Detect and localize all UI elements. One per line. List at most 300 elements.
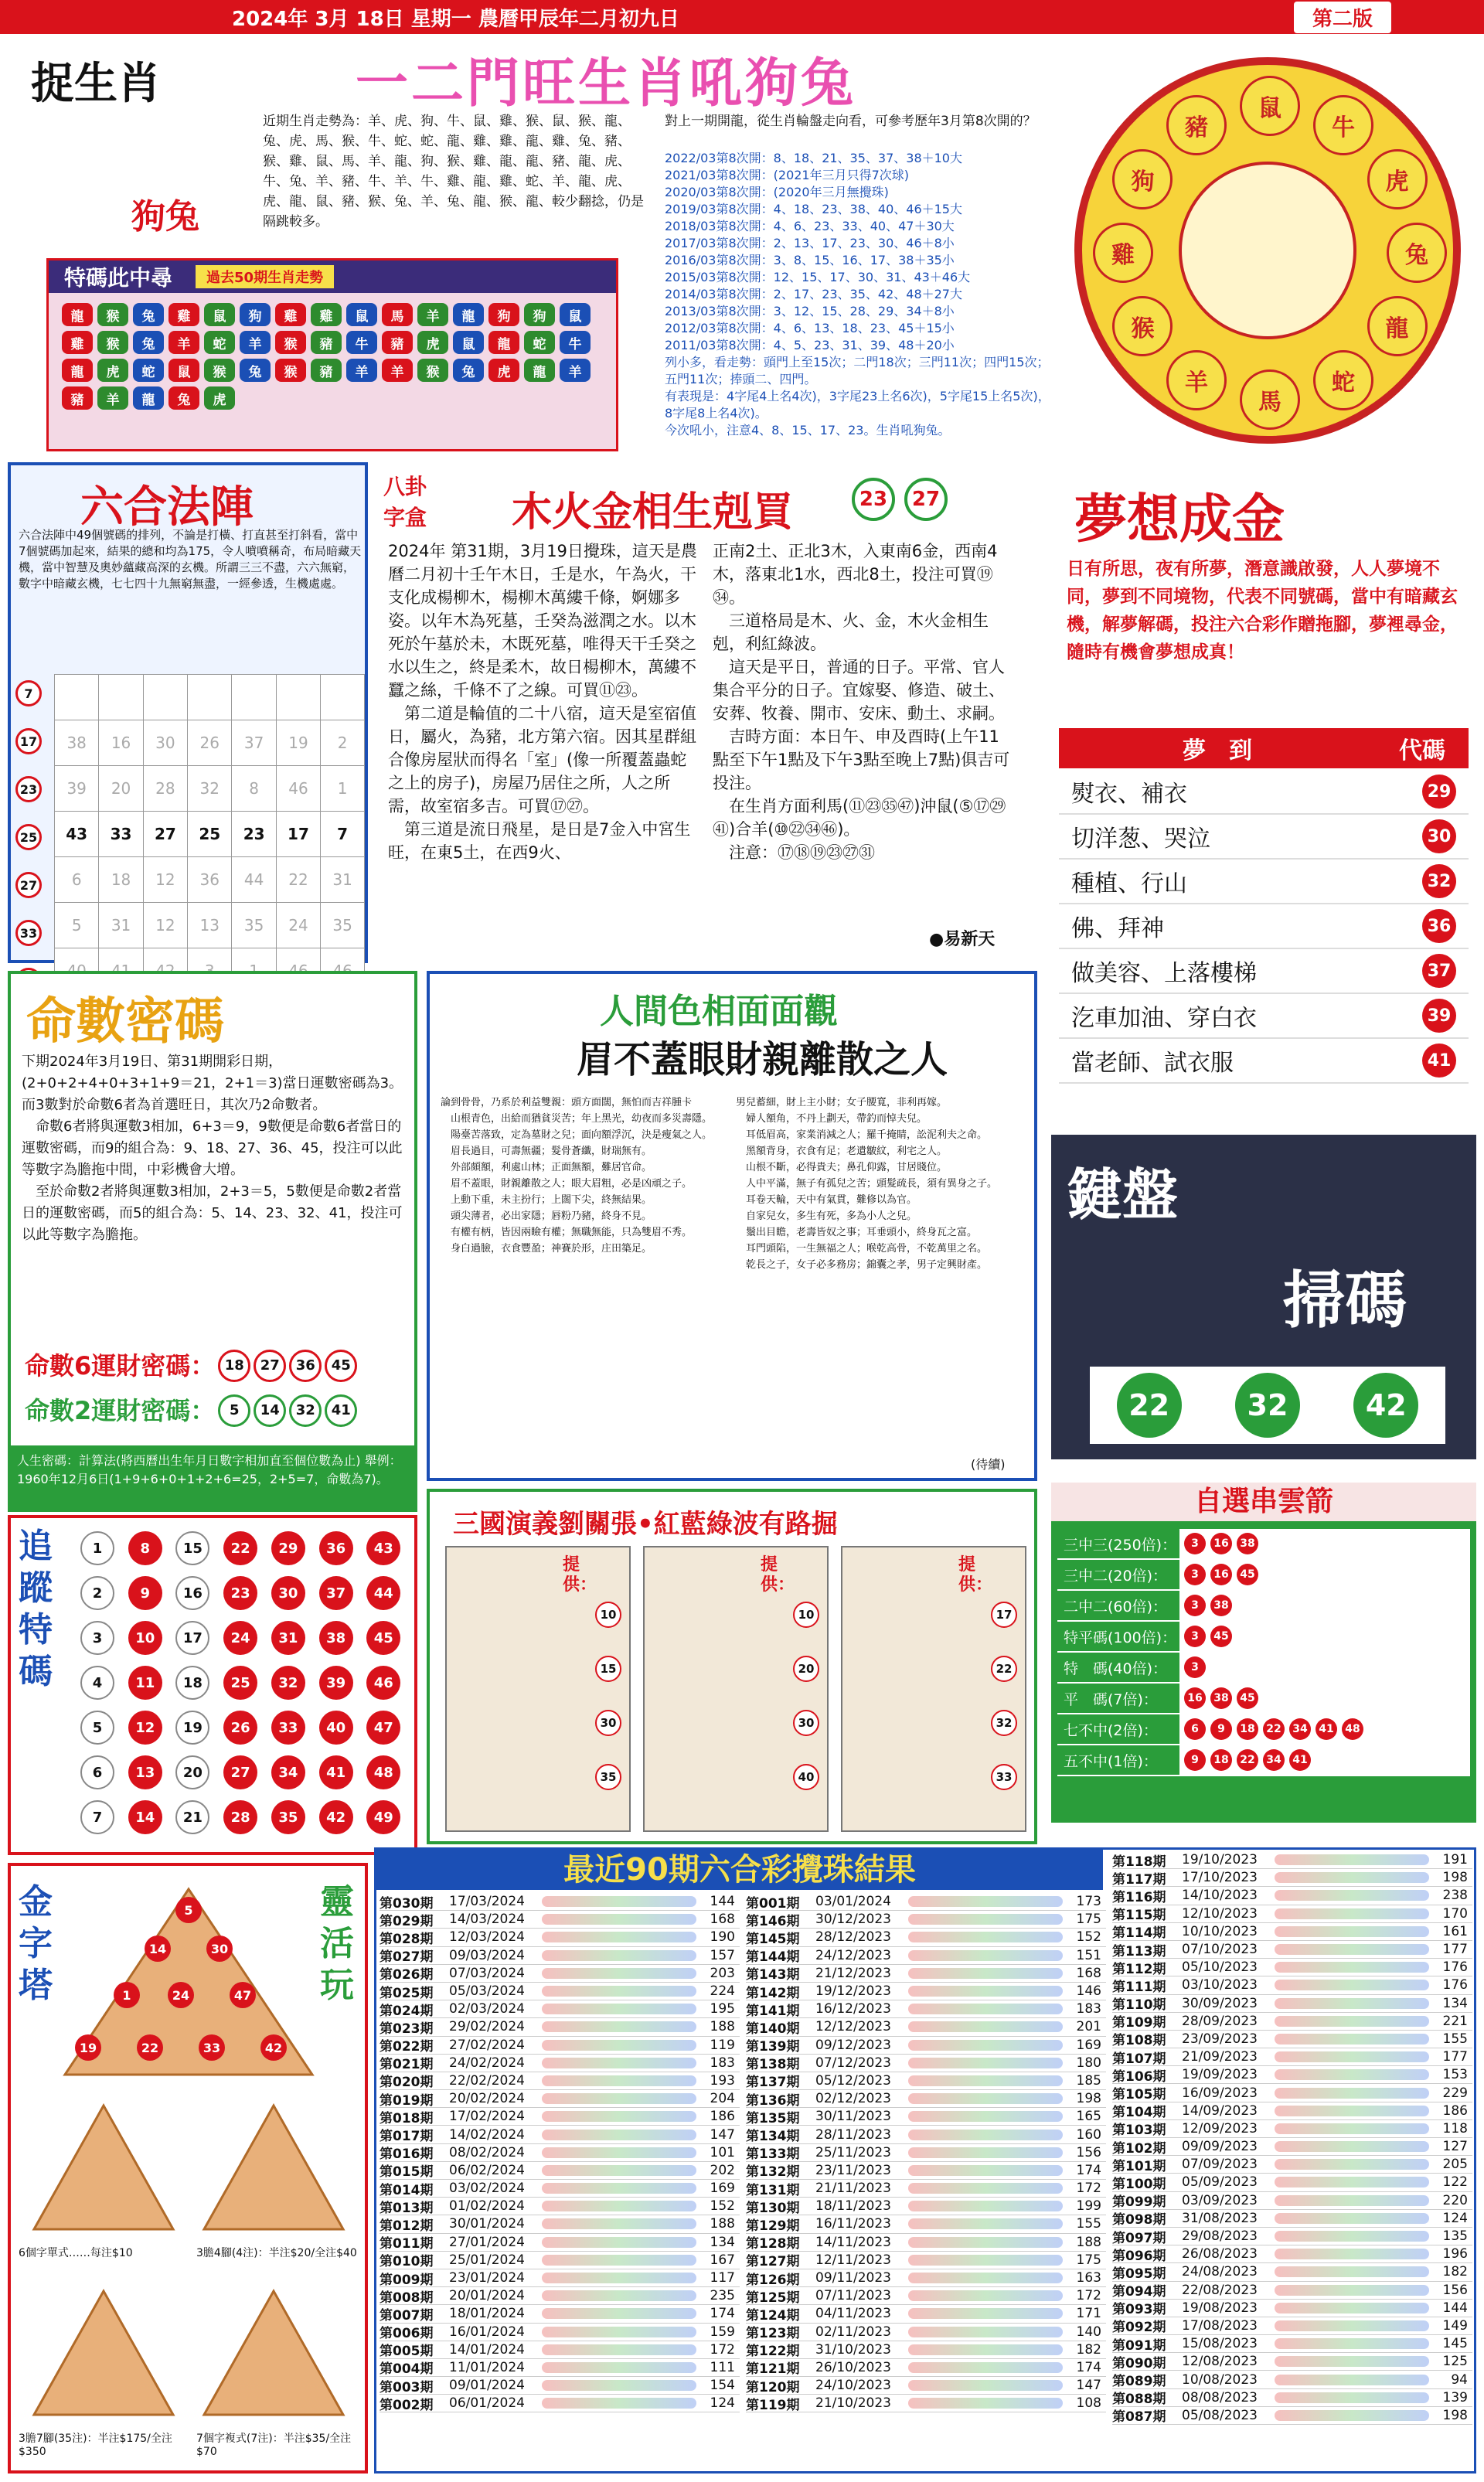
zodiac-subtitle: 狗兔 [131,197,199,237]
result-sum: 118 [1442,2120,1468,2136]
results-col-a [380,1893,740,2412]
result-date: 03/10/2023 [1182,1977,1258,1993]
result-date: 27/02/2024 [449,2037,525,2053]
trend-subtitle: 過去50期生肖走勢 [196,265,334,288]
result-balls [1275,1926,1429,1937]
result-date: 21/12/2023 [815,1965,891,1981]
cloud-number: 34 [1263,1749,1285,1771]
result-sum: 173 [1076,1894,1101,1910]
result-date: 03/01/2024 [815,1894,891,1910]
result-row [380,1947,740,1965]
trend-zodiac: 虎 [97,359,128,382]
result-sum: 117 [710,2270,735,2286]
trend-zodiac: 狗 [488,303,519,326]
tracking-number: 48 [366,1755,400,1789]
result-balls [542,1986,696,1997]
liuhe-cell: 1 [321,766,365,812]
result-balls [542,2362,696,2373]
result-date: 11/01/2024 [449,2359,525,2375]
result-balls [542,2398,696,2409]
tracking-number: 4 [80,1666,114,1700]
result-date: 09/09/2023 [1182,2139,1258,2155]
result-balls [542,2183,696,2194]
dream-code: 30 [1422,819,1456,853]
result-balls [542,1968,696,1979]
result-row [380,2305,740,2323]
result-balls [542,1914,696,1925]
result-draw: 第113期 [1112,1943,1166,1959]
result-draw: 第136期 [746,2092,800,2109]
result-draw: 第098期 [1112,2212,1166,2228]
sanguo-number: 20 [793,1656,819,1682]
result-sum: 156 [1442,2282,1468,2298]
result-sum: 177 [1442,1942,1468,1958]
liuhe-cell: 18 [99,857,143,903]
tracking-number: 46 [366,1666,400,1700]
result-balls [908,2183,1063,2194]
history-line: 2021/03第8次開：(2021年三月只得7次球) [665,168,910,182]
sanguo-number: 35 [595,1764,621,1790]
result-balls [908,2165,1063,2176]
tracking-number: 40 [319,1711,353,1745]
mingshu-number: 14 [254,1394,286,1427]
result-row [746,2269,1106,2287]
liuhe-cell: 12 [143,903,187,948]
result-row [1112,2048,1472,2066]
trend-zodiac: 蛇 [133,359,164,382]
result-balls [542,2380,696,2391]
liuhe-cell: 24 [276,903,320,948]
cloud-number: 16 [1210,1564,1232,1585]
trend-zodiac: 羊 [168,331,199,354]
tracking-grid [80,1526,414,1840]
wheel-zodiac: 蛇 [1313,350,1373,410]
result-sum: 155 [1076,2216,1101,2232]
liuhe-cell: 37 [232,720,276,766]
article-col2: 正南2土、正北3木，入東南6金，西南4木，落東北1水，西北8土，投注可買⑲㉞。 三道格局是木、火、金，木火金相生剋，利紅綠波。 這天是平日，普通的日子。平常、官人集合平分的日子。宜嫁娶、修造、破土、安葬、牧養、開市、安床、動土、求嗣。 吉時方面：本日午、申及酉時(上午11點至下午1點及下午3點至晚上7點)俱吉可投注。 在生肖方面利馬(⑪㉓㉟㊼)沖鼠(⑤⑰㉙㊶)合羊(⑩㉒㉞㊻)。 注意：⑰⑱⑲㉓㉗㉛ [713,542,1010,862]
result-balls [908,2040,1063,2051]
history-line: 2022/03第8次開：8、18、21、35、37、38＋10大 [665,151,962,165]
pyramid-small-2 [196,2098,351,2237]
pyramid-number: 33 [199,2034,225,2061]
tracking-number: 11 [128,1666,162,1700]
result-balls [1275,2375,1429,2385]
result-date: 03/09/2023 [1182,2192,1258,2208]
result-date: 14/11/2023 [815,2234,891,2250]
trend-zodiac: 雞 [275,303,306,326]
result-sum: 157 [710,1947,735,1963]
result-sum: 177 [1442,2049,1468,2065]
result-date: 14/02/2024 [449,2126,525,2143]
liuhe-cell: 28 [143,766,187,812]
result-balls [1275,1980,1429,1990]
liuhe-side-ball: 25 [15,824,42,850]
liuhe-cell: 13 [188,903,232,948]
result-row [746,2234,1106,2252]
result-date: 07/03/2024 [449,1965,525,1981]
result-balls [542,2290,696,2301]
result-balls [542,2237,696,2248]
result-row [1112,1887,1472,1905]
result-date: 20/01/2024 [449,2288,525,2304]
liuhe-row [55,720,365,766]
tracking-number: 34 [271,1755,305,1789]
result-draw: 第106期 [1112,2068,1166,2085]
result-date: 09/03/2024 [449,1947,525,1963]
result-row [746,2305,1106,2323]
result-row [380,2324,740,2341]
result-balls [1275,2338,1429,2349]
liuhe-intro: 六合法陣中49個號碼的排列，不論是打橫、打直甚至打斜看，當中7個號碼加起來，結果的總和均為175，令人噴噴稱奇，布局暗藏天機，當中智慧及奧妙蘊藏高深的玄機。所謂三三不盡，六六無窮，數字中暗藏玄機，七七四十九無窮無盡，一經參透，生機處處。 [19,528,362,591]
result-row [746,2215,1106,2233]
result-row [1112,2300,1472,2317]
pyramid-note-2: 3膽4腳(4注)：半注$20/全注$40 [196,2247,357,2259]
trend-zodiac: 兔 [133,331,164,354]
liuhe-side-numbers [15,680,46,1016]
tracking-col [128,1526,176,1840]
pyramid-small-3 [26,2283,181,2422]
result-balls [1275,2195,1429,2206]
trend-zodiac: 雞 [168,303,199,326]
result-date: 20/02/2024 [449,2091,525,2107]
result-sum: 134 [710,2234,735,2250]
liuhe-row [55,766,365,812]
result-row [380,1983,740,2000]
result-draw: 第144期 [746,1949,800,1966]
result-sum: 153 [1442,2067,1468,2083]
result-balls [542,1896,696,1907]
cloud-number: 16 [1184,1687,1206,1709]
result-draw: 第017期 [380,2129,434,2145]
result-row [1112,2335,1472,2353]
result-row [1112,2282,1472,2300]
result-date: 14/03/2024 [449,1912,525,1928]
result-sum: 198 [1442,2407,1468,2423]
liuhe-side-ball: 27 [15,872,42,898]
result-draw: 第118期 [1112,1854,1166,1870]
liuhe-side-ball: 33 [15,920,42,946]
result-sum: 144 [710,1894,735,1910]
trend-zodiac: 豬 [62,386,93,410]
result-sum: 151 [1076,1947,1101,1963]
result-row [746,2000,1106,2018]
result-draw: 第135期 [746,2110,800,2126]
result-sum: 188 [710,2019,735,2035]
cloud-numbers [1179,1653,1470,1682]
sanguo-title: 三國演義劉關張•紅藍綠波有路掘 [453,1509,838,1540]
result-draw: 第140期 [746,2021,800,2037]
trend-zodiac: 兔 [240,359,271,382]
result-date: 05/12/2023 [815,2072,891,2089]
keyboard-number: 42 [1353,1373,1418,1438]
result-sum: 176 [1442,1977,1468,1993]
result-balls [908,2290,1063,2301]
tracking-number: 1 [80,1531,114,1565]
result-draw: 第121期 [746,2361,800,2378]
trend-zodiac: 猴 [97,331,128,354]
result-row [1112,1923,1472,1941]
result-balls [908,2218,1063,2229]
liuhe-cell [232,675,276,720]
result-sum: 238 [1442,1888,1468,1904]
result-sum: 169 [1076,2037,1101,2053]
trend-grid [60,301,608,412]
result-date: 03/02/2024 [449,2181,525,2197]
liuhe-cell [276,675,320,720]
result-sum: 168 [1076,1965,1101,1981]
result-draw: 第009期 [380,2272,434,2288]
pyramid-note-3: 3膽7腳(35注)：半注$175/全注$350 [19,2433,172,2458]
trend-zodiac: 牛 [560,331,591,354]
result-row [746,2324,1106,2341]
result-balls [908,2111,1063,2122]
top-bar [0,0,1484,34]
article-title: 木火金相生剋買 [512,489,794,536]
dream-text: 當老師、試衣服 [1071,1050,1234,1077]
result-date: 28/12/2023 [815,1929,891,1946]
wheel-zodiac: 狗 [1112,149,1173,209]
zodiac-history-title: 對上一期開龍，從生肖輪盤走向看，可參考歷年3月第8次開的？ [665,114,1036,129]
sanguo-number: 32 [991,1710,1017,1736]
liuhe-cell: 31 [321,857,365,903]
liuhe-side-ball: 17 [15,728,42,754]
pyramid-number: 30 [206,1936,233,1962]
result-row [1112,2228,1472,2245]
cloud-numbers [1179,1714,1470,1744]
result-sum: 204 [710,2091,735,2107]
trend-panel [46,258,618,451]
result-sum: 185 [1076,2072,1101,2089]
result-row [1112,1851,1472,1869]
result-sum: 168 [710,1912,735,1928]
result-date: 25/11/2023 [815,2144,891,2160]
result-draw: 第132期 [746,2164,800,2181]
result-date: 16/01/2024 [449,2324,525,2340]
keyboard-title1: 鍵盤 [1067,1163,1179,1227]
result-row [746,2144,1106,2162]
result-sum: 176 [1442,1959,1468,1976]
result-row [380,2090,740,2108]
mingshu-line1-nums [215,1347,357,1382]
result-row [1112,2317,1472,2335]
pyramid-number: 42 [260,2034,287,2061]
result-row [746,2287,1106,2305]
result-row [380,2162,740,2180]
result-date: 06/01/2024 [449,2395,525,2412]
result-row [380,2108,740,2126]
tracking-col [366,1526,414,1840]
pyramid-note-1: 6個字單式……每注$10 [19,2247,133,2259]
zodiac-banner: 一二門旺生肖吼狗兔 [356,53,857,114]
dream-panel [1051,462,1476,1129]
tracking-number: 41 [319,1755,353,1789]
cloud-label: 三中二(20倍)： [1064,1567,1168,1585]
trend-zodiac: 雞 [311,303,342,326]
result-row [1112,2245,1472,2263]
result-sum: 146 [1076,1983,1101,2000]
article-logo: 八卦字盒 [383,474,427,530]
cloud-panel [1051,1483,1476,1823]
result-sum: 183 [710,2055,735,2071]
result-sum: 159 [710,2324,735,2340]
dream-code: 36 [1422,909,1456,943]
result-sum: 174 [1076,2359,1101,2375]
tracking-number: 15 [175,1531,209,1565]
history-line: 2018/03第8次開：4、6、23、33、40、47＋30大 [665,219,955,233]
result-draw: 第088期 [1112,2392,1166,2408]
cloud-number: 45 [1237,1564,1258,1585]
trend-zodiac: 虎 [204,386,235,410]
result-draw: 第006期 [380,2326,434,2342]
trend-zodiac: 猴 [97,303,128,326]
result-date: 16/12/2023 [815,2001,891,2017]
result-draw: 第139期 [746,2039,800,2055]
result-sum: 191 [1442,1852,1468,1868]
result-draw: 第123期 [746,2326,800,2342]
result-row [1112,1869,1472,1887]
liuhe-side-ball: 7 [15,680,42,706]
result-draw: 第013期 [380,2200,434,2216]
result-draw: 第127期 [746,2254,800,2270]
result-sum: 152 [1076,1929,1101,1946]
result-row [1112,2031,1472,2048]
dream-code: 41 [1422,1044,1456,1078]
cloud-row [1057,1529,1470,1560]
result-sum: 180 [1076,2055,1101,2071]
liuhe-cell: 2 [321,720,365,766]
result-balls [908,2093,1063,2104]
result-balls [1275,1944,1429,1955]
result-draw: 第094期 [1112,2284,1166,2300]
history-line: 2017/03第8次開：2、13、17、23、30、46＋8小 [665,236,955,250]
cloud-number: 48 [1342,1718,1363,1740]
result-sum: 163 [1076,2270,1101,2286]
cloud-label: 五不中(1倍)： [1064,1752,1158,1770]
cloud-number: 16 [1210,1533,1232,1554]
sanguo-provide-label: 提供： [563,1555,597,1595]
tracking-col [80,1526,128,1840]
result-balls [908,1896,1063,1907]
result-balls [542,2130,696,2140]
trend-zodiac: 羊 [382,359,413,382]
result-balls [1275,2303,1429,2313]
cloud-number: 45 [1210,1626,1232,1647]
keyboard-title2: 掃碼 [1283,1265,1407,1336]
history-line: 列小多，看走勢：頭門上至15次；二門18次；三門11次；四門15次；五門11次；捧頭二、四門。 [665,355,1050,386]
result-balls [908,1968,1063,1979]
liuhe-cell: 26 [188,720,232,766]
tracking-number: 10 [128,1621,162,1655]
trend-zodiac: 龍 [62,359,93,382]
cloud-row [1057,1560,1470,1591]
result-row [746,2090,1106,2108]
trend-zodiac: 龍 [488,331,519,354]
trend-zodiac: 鼠 [204,303,235,326]
mingshu-number: 36 [289,1350,322,1382]
trend-header [49,260,616,293]
sanguo-card [841,1546,1026,1832]
result-balls [1275,2249,1429,2259]
result-sum: 152 [710,2198,735,2215]
sanguo-numbers [991,1602,1025,1818]
result-row [1112,2371,1472,2388]
trend-zodiac: 猴 [275,331,306,354]
tracking-number: 38 [319,1621,353,1655]
result-date: 23/11/2023 [815,2162,891,2178]
result-row [380,2144,740,2162]
tracking-number: 47 [366,1711,400,1745]
result-sum: 182 [1442,2264,1468,2280]
liuhe-cell: 43 [55,812,99,857]
result-row [1112,2156,1472,2174]
cloud-numbers [1179,1745,1470,1775]
mingshu-number: 27 [254,1350,286,1382]
trend-zodiac: 兔 [168,386,199,410]
sanguo-number: 10 [595,1602,621,1628]
sanguo-panel [427,1489,1037,1844]
article-number: 27 [904,478,948,521]
result-date: 09/11/2023 [815,2270,891,2286]
result-date: 17/08/2023 [1182,2317,1258,2334]
cloud-number: 41 [1316,1718,1337,1740]
result-draw: 第025期 [380,1985,434,2001]
result-draw: 第111期 [1112,1979,1166,1995]
liuhe-cell: 12 [143,857,187,903]
result-row [380,1965,740,1983]
result-date: 30/01/2024 [449,2216,525,2232]
dream-row [1059,1039,1469,1084]
result-date: 19/09/2023 [1182,2067,1258,2083]
result-date: 29/02/2024 [449,2019,525,2035]
tracking-number: 25 [223,1666,257,1700]
tracking-col [271,1526,319,1840]
result-date: 14/01/2024 [449,2341,525,2358]
result-balls [908,2075,1063,2086]
result-balls [542,1950,696,1961]
sanguo-card [445,1546,631,1832]
result-sum: 188 [710,2216,735,2232]
mingshu-number: 32 [289,1394,322,1427]
result-draw: 第024期 [380,2003,434,2019]
result-row [380,2215,740,2233]
dream-header [1059,728,1469,768]
result-draw: 第141期 [746,2003,800,2019]
result-date: 30/12/2023 [815,1912,891,1928]
cloud-number: 3 [1184,1595,1206,1616]
history-line: 有表現是：4字尾4上名4次)，3字尾23上名6次)，5字尾15上名5次)，8字尾8上名4次)。 [665,389,1050,420]
result-row [380,2072,740,2090]
mingshu-number: 45 [325,1350,357,1382]
result-row [746,2055,1106,2072]
cloud-numbers [1179,1560,1470,1589]
liuhe-cell: 38 [55,720,99,766]
result-sum: 175 [1076,2252,1101,2268]
trend-zodiac: 鼠 [168,359,199,382]
sanguo-number: 30 [793,1710,819,1736]
result-balls [908,2147,1063,2158]
result-sum: 139 [1442,2389,1468,2405]
issue-date: 2024年 3月 18日 星期一 農曆甲辰年二月初九日 [232,7,679,31]
result-draw: 第089期 [1112,2374,1166,2390]
liuhe-row [55,812,365,857]
result-sum: 134 [1442,1995,1468,2011]
result-balls [1275,2106,1429,2116]
result-row [746,2180,1106,2198]
result-draw: 第008期 [380,2290,434,2306]
trend-zodiac: 馬 [382,303,413,326]
result-date: 24/12/2023 [815,1947,891,1963]
trend-zodiac: 狗 [240,303,271,326]
